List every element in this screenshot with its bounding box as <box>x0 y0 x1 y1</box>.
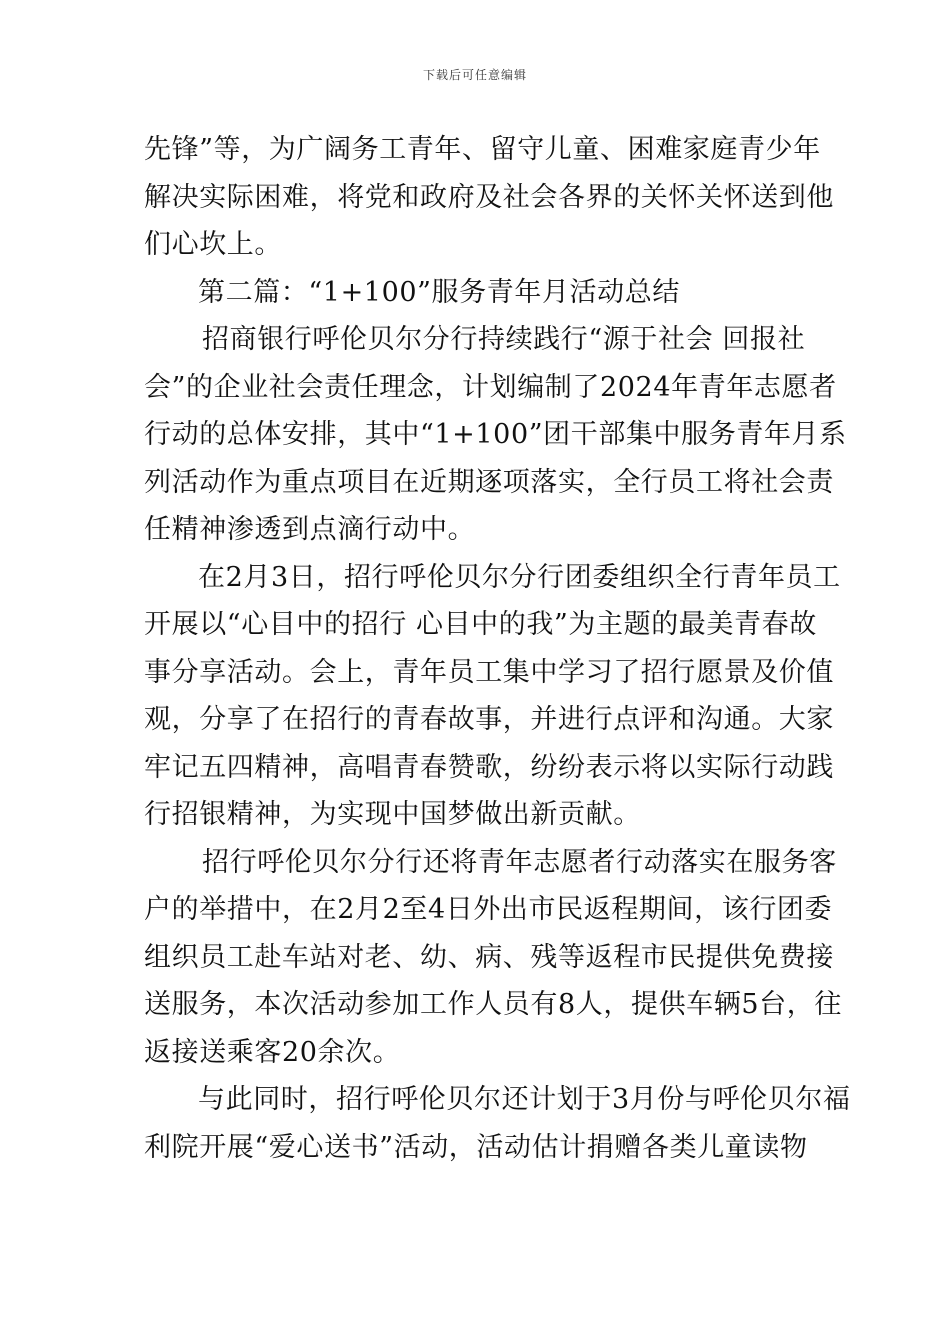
text-line: 先锋”等，为广阔务工青年、留守儿童、困难家庭青少年 <box>144 134 821 165</box>
text-line: 观，分享了在招行的青春故事，并进行点评和沟通。大家 <box>144 704 834 735</box>
text-line: 返接送乘客20余次。 <box>144 1036 401 1068</box>
text-line: 解决实际困难，将党和政府及社会各界的关怀关怀送到他 <box>144 181 834 213</box>
text-line: 组织员工赴车站对老、幼、病、残等返程市民提供免费接 <box>144 941 834 973</box>
text-line: 开展以“心目中的招行 心目中的我”为主题的最美青春故 <box>144 609 817 640</box>
text-line: 列活动作为重点项目在近期逐项落实，全行员工将社会责 <box>144 466 834 498</box>
text-line: 会”的企业社会责任理念，计划编制了2024年青年志愿者 <box>144 371 837 403</box>
text-line: 们心坎上。 <box>144 229 282 260</box>
document-body <box>144 126 851 1171</box>
text-line: 事分享活动。会上，青年员工集中学习了招行愿景及价值 <box>144 656 834 688</box>
text-line: 任精神渗透到点滴行动中。 <box>144 514 476 545</box>
text-line: 利院开展“爱心送书”活动，活动估计捐赠各类儿童读物 <box>144 1131 808 1163</box>
text-line: 招行呼伦贝尔分行还将青年志愿者行动落实在服务客 <box>202 846 837 878</box>
section-title: 第二篇：“1+100”服务青年月活动总结 <box>198 276 680 308</box>
text-line: 招商银行呼伦贝尔分行持续践行“源于社会 回报社 <box>202 324 806 355</box>
text-line: 与此同时，招行呼伦贝尔还计划于3月份与呼伦贝尔福 <box>198 1084 851 1115</box>
text-line: 行招银精神，为实现中国梦做出新贡献。 <box>144 799 641 830</box>
text-line: 在2月3日，招行呼伦贝尔分行团委组织全行青年员工 <box>198 561 841 593</box>
text-line: 牢记五四精神，高唱青春赞歌，纷纷表示将以实际行动践 <box>144 751 834 783</box>
text-line: 户的举措中，在2月2至4日外出市民返程期间，该行团委 <box>144 894 833 925</box>
text-line: 行动的总体安排，其中“1+100”团干部集中服务青年月系 <box>144 419 847 450</box>
page-header: 下载后可任意编辑 <box>422 68 527 82</box>
text-line: 送服务，本次活动参加工作人员有8人，提供车辆5台，往 <box>144 989 842 1020</box>
